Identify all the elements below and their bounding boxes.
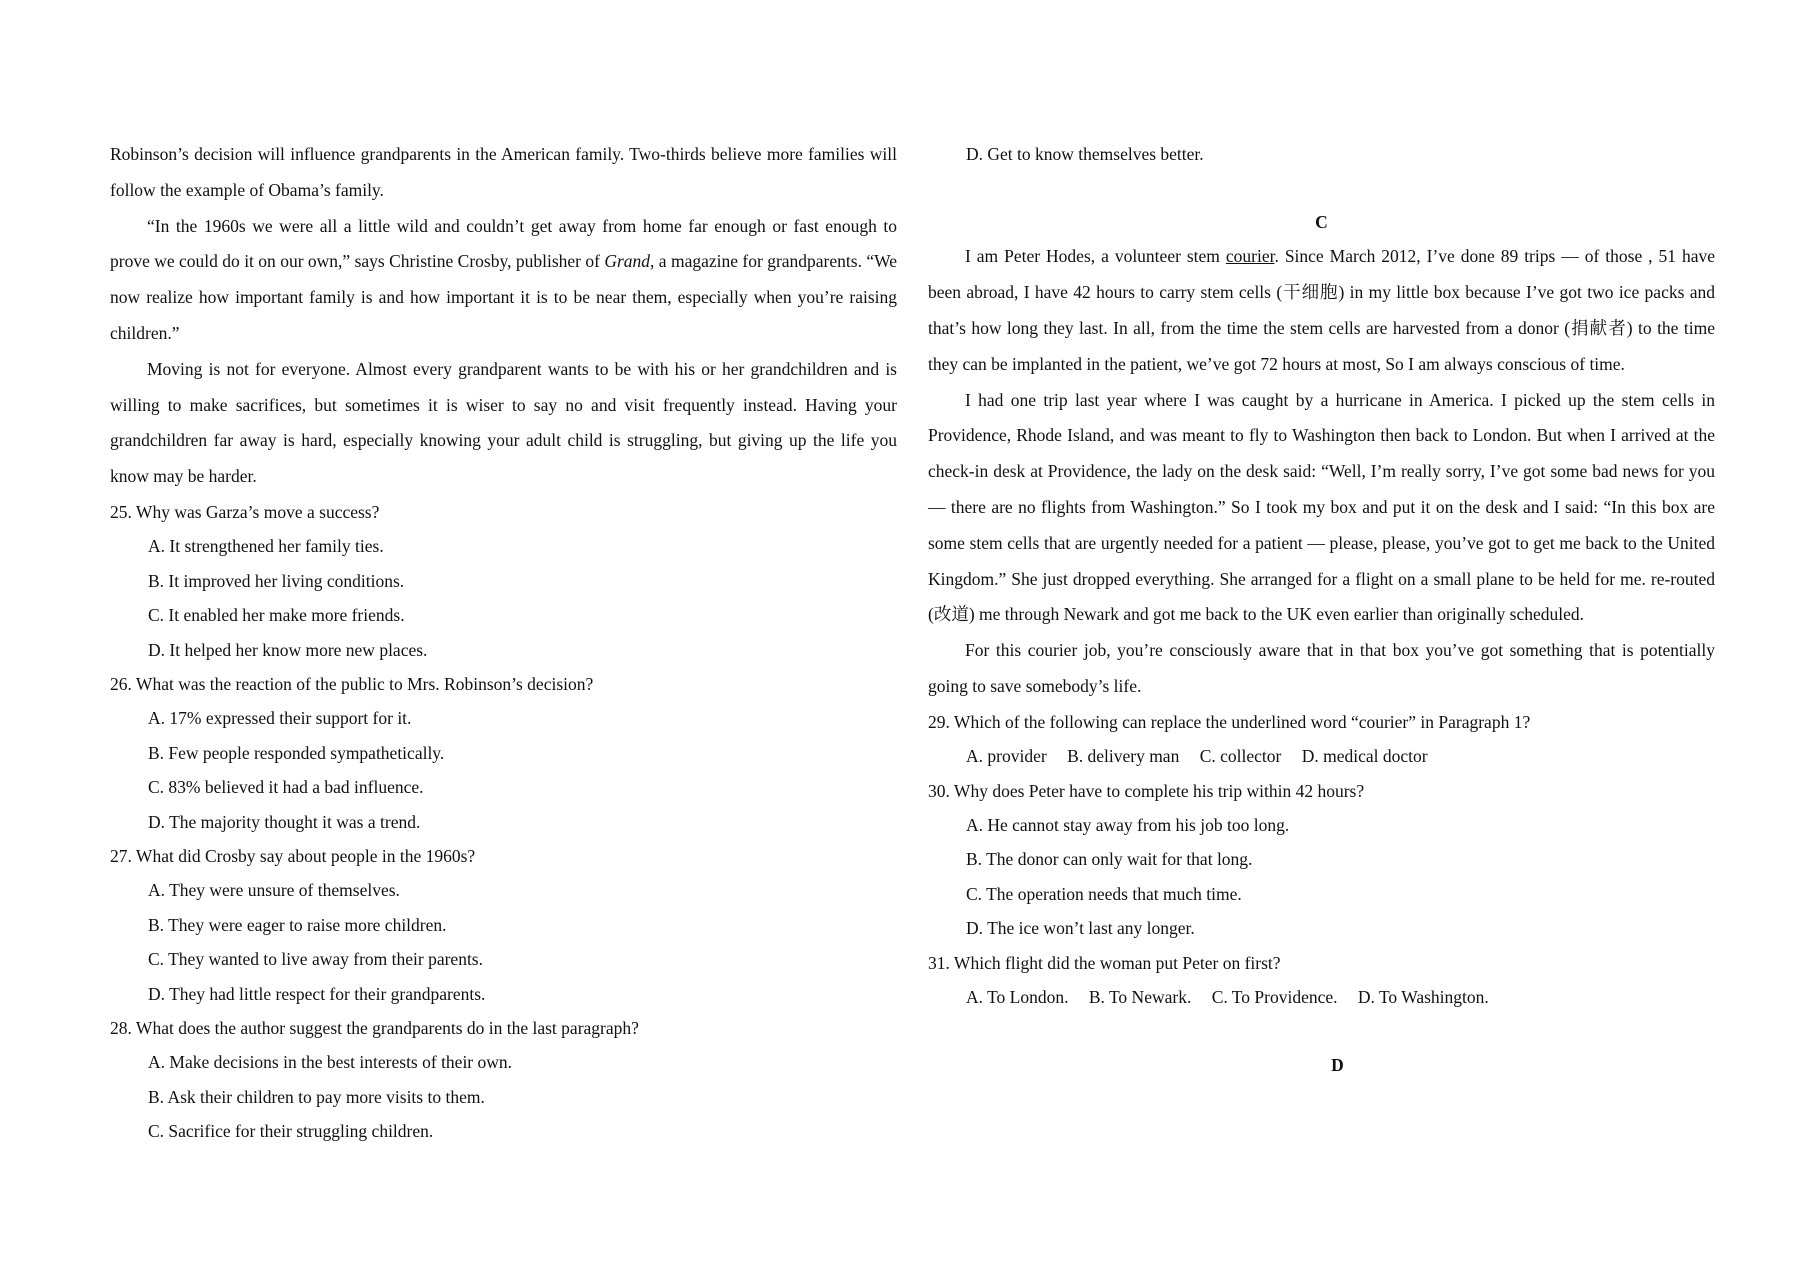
question-30-option-d: D. The ice won’t last any longer. <box>966 918 1195 939</box>
paragraph-crosby <box>110 209 897 352</box>
question-25-option-c: C. It enabled her make more friends. <box>148 605 405 626</box>
question-26-option-b: B. Few people responded sympathetically. <box>148 742 445 763</box>
question-26-option-c: C. 83% believed it had a bad influence. <box>148 777 424 798</box>
question-29: 29. Which of the following can replace the underlined word “courier” in Paragraph 1? <box>928 711 1531 732</box>
question-26-option-d: D. The majority thought it was a trend. <box>148 811 421 832</box>
question-31-options <box>928 980 1715 1014</box>
question-28-option-a: A. Make decisions in the best interests of their own. <box>148 1052 513 1073</box>
question-27-option-d: D. They had little respect for their grandparents. <box>148 983 486 1004</box>
question-29-option-b: B. delivery man <box>1067 746 1180 767</box>
paragraph-robinson: Robinson’s decision will influence grandparents in the American family. Two-thirds believe more families will follow the example of Obama’s family. <box>110 144 897 200</box>
question-27: 27. What did Crosby say about people in the 1960s? <box>110 846 476 867</box>
question-28-option-d: D. Get to know themselves better. <box>966 144 1204 164</box>
paragraph-hurricane-trip: I had one trip last year where I was caught by a hurricane in America. I picked up the stem cells in Providence, Rhode Island, and was meant to fly to Washington then back to London. But when I arrived at the check-in desk at Providence, the lady on the desk said: “Well, I’m really sorry, I’ve got some bad news for you — there are no flights from Washington.” So I took my box and put it on the desk and I said: “In this box are some stem cells that are urgently needed for a patient — please, please, you’ve got to get me back to the United Kingdom.” She just dropped everything. She arranged for a flight on a small plane to be held for me. re-routed (改道) me through Newark and got me back to the UK even earlier than originally scheduled. <box>928 389 1715 625</box>
question-26: 26. What was the reaction of the public to Mrs. Robinson’s decision? <box>110 674 594 694</box>
question-25-option-b: B. It improved her living conditions. <box>148 570 405 591</box>
question-30-option-a: A. He cannot stay away from his job too long. <box>966 814 1290 835</box>
question-28-option-c: C. Sacrifice for their struggling children. <box>148 1121 434 1142</box>
question-28-option-b: B. Ask their children to pay more visits to them. <box>148 1086 485 1107</box>
paragraph-peter-intro-part2: . Since March 2012, I’ve done 89 trips — of those , 51 have been abroad, I have 42 hours to carry stem cells (干细胞) in my little box because I’ve got two ice packs and that’s how long they last. In all, from the time the stem cells are harvested from a donor (捐献者) to the time they can be implanted in the patient, we’ve got 72 hours at most, So I am always conscious of time. <box>928 246 1715 374</box>
question-25-option-a: A. It strengthened her family ties. <box>148 536 384 557</box>
question-29-option-d: D. medical doctor <box>1301 746 1428 767</box>
question-29-option-c: C. collector <box>1199 746 1282 767</box>
paragraph-moving: Moving is not for everyone. Almost every grandparent wants to be with his or her grandchildren and is willing to make sacrifices, but sometimes it is wiser to say no and visit frequently instead. Having your grandchildren far away is hard, especially knowing your adult child is struggling, but giving up the life you know may be harder. <box>110 358 897 487</box>
question-28: 28. What does the author suggest the grandparents do in the last paragraph? <box>110 1018 639 1039</box>
question-31-option-a: A. To London. <box>966 987 1069 1008</box>
question-31: 31. Which flight did the woman put Peter on first? <box>928 952 1281 973</box>
section-heading-d: D <box>1331 1055 1344 1076</box>
paragraph-peter-intro-part1: I am Peter Hodes, a volunteer stem <box>965 246 1226 267</box>
paragraph-courier-job: For this courier job, you’re consciously aware that in that box you’ve got something that is potentially going to save somebody’s life. <box>928 640 1715 696</box>
paragraph-peter-intro <box>928 239 1715 382</box>
paragraph-crosby-part2: , a magazine for grandparents. “We now realize how important family is and how important it is to be near them, especially when you’re raising children.” <box>110 251 897 343</box>
question-25-option-d: D. It helped her know more new places. <box>148 639 428 660</box>
question-30-option-b: B. The donor can only wait for that long. <box>966 849 1253 870</box>
underlined-word-courier: courier <box>1225 246 1275 267</box>
question-30-option-c: C. The operation needs that much time. <box>966 883 1242 904</box>
question-31-option-b: B. To Newark. <box>1088 987 1192 1008</box>
right-column <box>928 137 1715 1082</box>
question-27-option-b: B. They were eager to raise more children. <box>148 914 447 935</box>
question-27-option-a: A. They were unsure of themselves. <box>148 880 400 901</box>
question-27-option-c: C. They wanted to live away from their parents. <box>148 949 483 970</box>
question-29-options <box>928 739 1715 773</box>
magazine-title: Grand <box>604 251 651 272</box>
left-column <box>110 137 897 1149</box>
section-heading-c: C <box>1315 212 1328 233</box>
paragraph-crosby-part1: “In the 1960s we were all a little wild and couldn’t get away from home far enough or fast enough to prove we could do it on our own,” says Christine Crosby, publisher of <box>110 215 897 272</box>
question-29-option-a: A. provider <box>966 746 1047 767</box>
question-31-option-d: D. To Washington. <box>1357 987 1489 1008</box>
question-25: 25. Why was Garza’s move a success? <box>110 501 380 522</box>
question-26-option-a: A. 17% expressed their support for it. <box>148 708 412 729</box>
question-31-option-c: C. To Providence. <box>1211 987 1338 1008</box>
question-30: 30. Why does Peter have to complete his trip within 42 hours? <box>928 780 1365 801</box>
